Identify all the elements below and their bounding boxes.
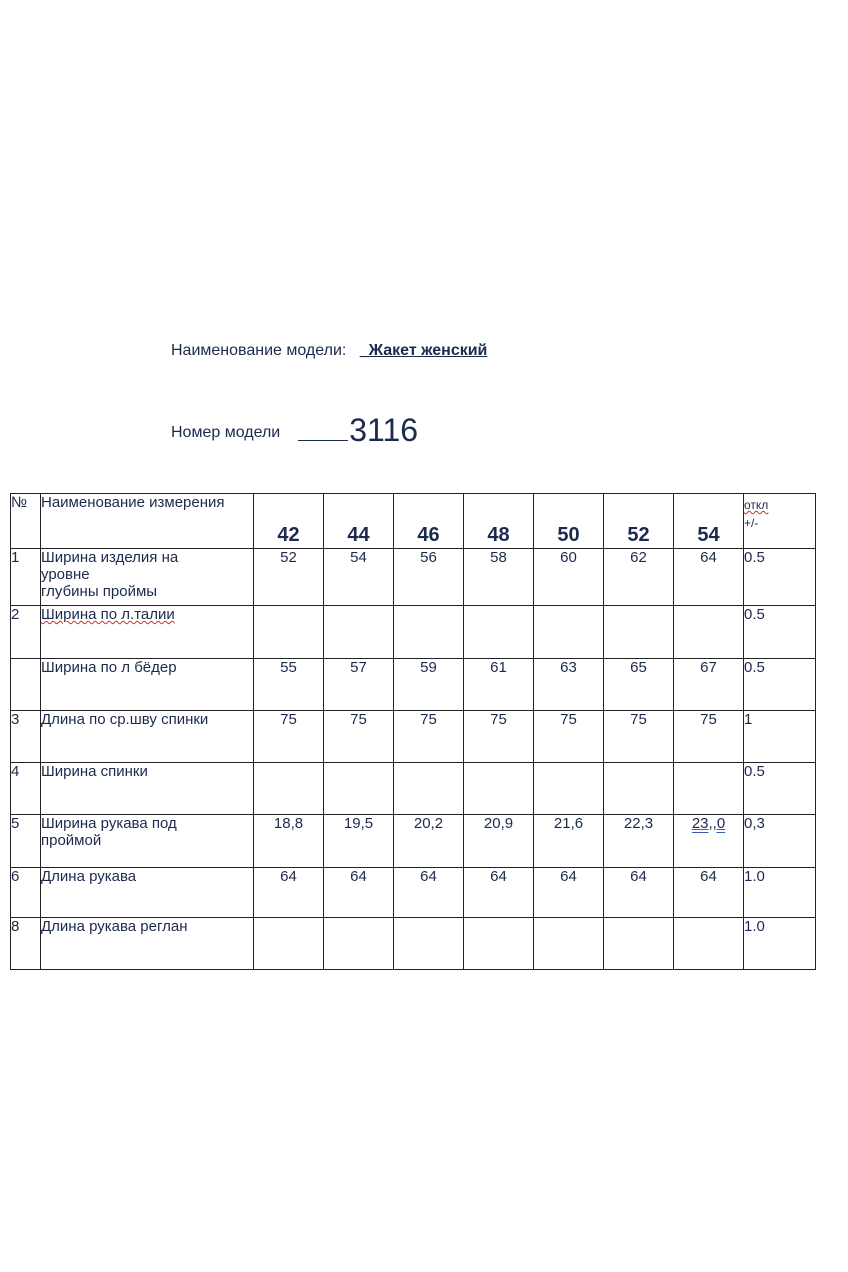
row-deviation: 0.5 [744, 549, 816, 606]
row-value: 58 [464, 549, 534, 606]
row-value: 64 [604, 868, 674, 918]
row-deviation: 1.0 [744, 918, 816, 970]
row-value [674, 606, 744, 659]
row-value: 23,,0 [674, 815, 744, 868]
row-value: 20,9 [464, 815, 534, 868]
table-row [11, 659, 816, 711]
row-name: Ширина изделия на уровне глубины проймы [41, 549, 254, 606]
row-deviation: 0,3 [744, 815, 816, 868]
row-value [394, 606, 464, 659]
row-num: 6 [11, 868, 41, 918]
row-value [674, 918, 744, 970]
row-value: 75 [534, 711, 604, 763]
row-value: 19,5 [324, 815, 394, 868]
row-value [394, 918, 464, 970]
row-value [324, 606, 394, 659]
row-value: 75 [604, 711, 674, 763]
row-value: 54 [324, 549, 394, 606]
row-value: 64 [674, 868, 744, 918]
model-name-line [171, 342, 487, 360]
table-header-row [11, 494, 816, 549]
header-deviation-line2: +/- [744, 516, 759, 530]
row-num: 1 [11, 549, 41, 606]
table-row [11, 763, 816, 815]
row-value: 62 [604, 549, 674, 606]
table-row [11, 711, 816, 763]
row-value: 64 [464, 868, 534, 918]
table-row [11, 815, 816, 868]
row-name: Длина по ср.шву спинки [41, 711, 254, 763]
model-name-value: _Жакет женский [359, 342, 488, 359]
row-value: 55 [254, 659, 324, 711]
row-value: 64 [254, 868, 324, 918]
row-value: 75 [394, 711, 464, 763]
row-deviation: 0.5 [744, 763, 816, 815]
row-value [464, 606, 534, 659]
row-num: 5 [11, 815, 41, 868]
row-value [604, 763, 674, 815]
row-value [254, 918, 324, 970]
row-name: Длина рукава [41, 868, 254, 918]
row-num: 8 [11, 918, 41, 970]
header-size: 48 [464, 494, 534, 549]
row-value: 22,3 [604, 815, 674, 868]
header-size: 54 [674, 494, 744, 549]
table-row [11, 918, 816, 970]
table-row [11, 606, 816, 659]
row-value: 64 [324, 868, 394, 918]
row-deviation: 1.0 [744, 868, 816, 918]
row-value: 56 [394, 549, 464, 606]
row-num: 4 [11, 763, 41, 815]
row-value [254, 606, 324, 659]
header-num: № [11, 494, 41, 549]
row-name: Ширина рукава под проймой [41, 815, 254, 868]
row-value: 75 [324, 711, 394, 763]
table-row [11, 549, 816, 606]
row-deviation: 0.5 [744, 659, 816, 711]
row-value [534, 918, 604, 970]
header-size: 50 [534, 494, 604, 549]
row-value: 75 [674, 711, 744, 763]
header-deviation-line1: откл [744, 498, 769, 512]
row-value [604, 918, 674, 970]
row-name: Длина рукава реглан [41, 918, 254, 970]
row-value: 65 [604, 659, 674, 711]
row-value [324, 918, 394, 970]
row-name: Ширина спинки [41, 763, 254, 815]
row-value: 63 [534, 659, 604, 711]
header-name: Наименование измерения [41, 494, 254, 549]
row-value [534, 606, 604, 659]
row-deviation: 0.5 [744, 606, 816, 659]
header-size: 44 [324, 494, 394, 549]
row-value: 75 [254, 711, 324, 763]
row-value: 18,8 [254, 815, 324, 868]
header-size: 42 [254, 494, 324, 549]
row-value: 20,2 [394, 815, 464, 868]
row-value: 61 [464, 659, 534, 711]
header-deviation [744, 494, 816, 549]
row-num [11, 659, 41, 711]
model-name-label: Наименование модели: [171, 342, 347, 359]
row-value: 21,6 [534, 815, 604, 868]
row-value: 57 [324, 659, 394, 711]
row-value: 64 [534, 868, 604, 918]
row-num: 2 [11, 606, 41, 659]
row-value: 60 [534, 549, 604, 606]
row-value: 52 [254, 549, 324, 606]
row-value [324, 763, 394, 815]
model-number-underline [298, 440, 348, 441]
row-value: 59 [394, 659, 464, 711]
model-number-value: 3116 [349, 412, 419, 448]
header-size: 52 [604, 494, 674, 549]
measurements-table [10, 493, 816, 970]
row-value: 67 [674, 659, 744, 711]
row-name: Ширина по л бёдер [41, 659, 254, 711]
row-value [254, 763, 324, 815]
row-deviation: 1 [744, 711, 816, 763]
header-size: 46 [394, 494, 464, 549]
table-row [11, 868, 816, 918]
model-number-line [171, 412, 418, 449]
row-value [394, 763, 464, 815]
model-number-label: Номер модели [171, 424, 281, 441]
row-value [464, 918, 534, 970]
row-value [464, 763, 534, 815]
row-value: 75 [464, 711, 534, 763]
row-num: 3 [11, 711, 41, 763]
row-value: 64 [674, 549, 744, 606]
row-value [674, 763, 744, 815]
row-name: Ширина по л.талии [41, 606, 254, 659]
row-value [604, 606, 674, 659]
row-value [534, 763, 604, 815]
row-value: 64 [394, 868, 464, 918]
